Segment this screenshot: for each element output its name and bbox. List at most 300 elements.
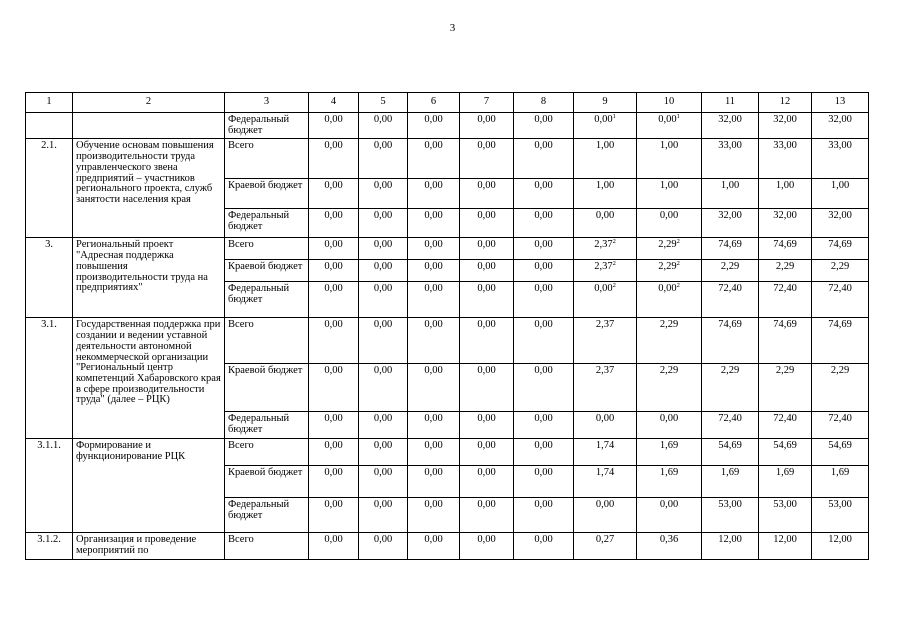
amount-cell — [309, 533, 359, 559]
amount-cell — [359, 412, 408, 439]
amount-cell — [514, 113, 574, 139]
table-row — [26, 139, 869, 179]
amount-cell — [359, 498, 408, 533]
amount-cell — [460, 412, 514, 439]
funding-source: Федеральный бюджет — [225, 113, 309, 139]
amount-value: 0,00 — [595, 499, 615, 511]
item-number — [26, 113, 73, 139]
amount-cell — [759, 282, 812, 318]
amount-value: 0,00 — [534, 261, 553, 273]
column-header-1: 1 — [26, 93, 73, 113]
amount-cell — [702, 113, 759, 139]
footnote-marker: 2 — [612, 282, 616, 290]
amount-value: 2,37 — [595, 365, 615, 377]
amount-cell — [812, 260, 869, 282]
amount-cell — [637, 498, 702, 533]
amount-value: 74,69 — [828, 239, 852, 251]
amount-value: 53,00 — [828, 499, 852, 511]
amount-value: 0,00 — [534, 210, 553, 222]
amount-value: 1,69 — [659, 440, 679, 452]
amount-value: 1,74 — [595, 440, 615, 452]
amount-value: 0,00 — [477, 440, 496, 452]
amount-cell — [408, 260, 460, 282]
funding-source: Краевой бюджет — [225, 260, 309, 282]
funding-source: Федеральный бюджет — [225, 412, 309, 439]
amount-cell — [812, 364, 869, 412]
item-number: 3. — [26, 238, 73, 318]
amount-cell — [574, 179, 637, 209]
table-row — [26, 439, 869, 466]
amount-cell — [460, 209, 514, 238]
amount-value: 0,00 — [324, 283, 343, 295]
amount-value: 2,37 — [594, 239, 613, 251]
amount-cell — [309, 282, 359, 318]
amount-value: 1,69 — [720, 467, 740, 479]
amount-value: 74,69 — [718, 239, 742, 251]
amount-cell — [460, 282, 514, 318]
funding-source: Всего — [225, 533, 309, 559]
amount-value: 32,00 — [828, 210, 852, 222]
amount-cell — [514, 179, 574, 209]
amount-cell — [359, 318, 408, 364]
amount-cell — [408, 466, 460, 498]
amount-value: 0,00 — [324, 499, 343, 511]
amount-cell — [574, 318, 637, 364]
amount-value: 0,00 — [424, 467, 443, 479]
amount-value: 0,00 — [595, 210, 615, 222]
amount-value: 0,00 — [373, 283, 393, 295]
amount-value: 0,00 — [594, 114, 613, 125]
amount-cell — [759, 113, 812, 139]
amount-cell — [514, 364, 574, 412]
amount-cell — [812, 139, 869, 179]
column-header-9: 9 — [574, 93, 637, 113]
amount-value: 0,00 — [659, 210, 679, 222]
amount-cell — [460, 439, 514, 466]
amount-cell — [702, 209, 759, 238]
amount-value: 33,00 — [773, 140, 797, 152]
amount-value: 72,40 — [828, 413, 852, 425]
footnote-marker: 2 — [612, 260, 616, 268]
table-header-row — [26, 93, 869, 113]
amount-cell — [460, 318, 514, 364]
amount-cell — [637, 238, 702, 260]
amount-cell — [637, 209, 702, 238]
amount-value: 2,29 — [658, 239, 677, 251]
amount-cell — [408, 113, 460, 139]
amount-cell — [359, 364, 408, 412]
column-header-13: 13 — [812, 93, 869, 113]
amount-cell — [309, 113, 359, 139]
amount-cell — [408, 179, 460, 209]
column-header-5: 5 — [359, 93, 408, 113]
amount-value: 0,00 — [534, 283, 553, 295]
column-header-7: 7 — [460, 93, 514, 113]
amount-cell — [514, 260, 574, 282]
amount-cell — [759, 209, 812, 238]
amount-cell — [408, 318, 460, 364]
amount-value: 0,00 — [534, 319, 553, 331]
amount-cell — [812, 238, 869, 260]
amount-value: 12,00 — [718, 534, 742, 546]
amount-value: 0,00 — [424, 180, 443, 192]
funding-source: Всего — [225, 238, 309, 260]
funding-source: Всего — [225, 139, 309, 179]
amount-cell — [309, 439, 359, 466]
item-name: Государственная поддержка при создании и ведении уставной деятельности автономной некоммерческой организации "Региональный центр компетенций Хабаровского края в сфере производительности труда" (далее – РЦК) — [73, 318, 225, 439]
amount-cell — [309, 238, 359, 260]
amount-cell — [460, 364, 514, 412]
amount-cell — [309, 466, 359, 498]
amount-cell — [812, 282, 869, 318]
amount-cell — [514, 466, 574, 498]
amount-value: 0,00 — [373, 467, 393, 479]
amount-cell — [702, 439, 759, 466]
amount-cell — [514, 439, 574, 466]
amount-value: 0,00 — [324, 319, 343, 331]
amount-value: 1,69 — [830, 467, 850, 479]
amount-cell — [637, 113, 702, 139]
item-name: Региональный проект "Адресная поддержка повышения производительности труда на предприятиях" — [73, 238, 225, 318]
amount-value: 0,00 — [373, 239, 393, 251]
amount-value: 0,00 — [373, 180, 393, 192]
amount-value: 1,00 — [659, 180, 679, 192]
amount-cell — [702, 412, 759, 439]
amount-cell — [359, 533, 408, 559]
amount-cell — [408, 209, 460, 238]
amount-cell — [637, 282, 702, 318]
amount-cell — [514, 238, 574, 260]
amount-cell — [702, 498, 759, 533]
amount-value: 0,00 — [324, 440, 343, 452]
amount-value: 0,00 — [658, 114, 677, 125]
amount-value: 0,00 — [373, 365, 393, 377]
amount-cell — [812, 209, 869, 238]
amount-cell — [309, 209, 359, 238]
footnote-marker: 2 — [676, 238, 680, 246]
amount-value: 0,00 — [534, 140, 553, 152]
amount-cell — [514, 318, 574, 364]
amount-cell — [408, 139, 460, 179]
item-name: Обучение основам повышения производительности труда управленческого звена предприятий – участников регионального проекта, служб занятости населения края — [73, 139, 225, 238]
amount-cell — [309, 498, 359, 533]
amount-cell — [637, 439, 702, 466]
funding-source: Федеральный бюджет — [225, 498, 309, 533]
amount-value: 54,69 — [828, 440, 852, 452]
amount-value: 0,00 — [424, 210, 443, 222]
amount-cell — [812, 498, 869, 533]
amount-value: 0,00 — [477, 413, 496, 425]
amount-cell — [359, 139, 408, 179]
amount-value: 1,00 — [830, 180, 850, 192]
amount-cell — [702, 139, 759, 179]
amount-cell — [759, 364, 812, 412]
funding-source: Федеральный бюджет — [225, 282, 309, 318]
amount-cell — [514, 498, 574, 533]
amount-value: 74,69 — [828, 319, 852, 331]
amount-value: 0,00 — [324, 239, 343, 251]
item-number: 3.1. — [26, 318, 73, 439]
amount-value: 2,29 — [658, 261, 677, 273]
amount-cell — [514, 209, 574, 238]
amount-value: 2,29 — [659, 365, 679, 377]
amount-value: 2,29 — [720, 365, 740, 377]
amount-cell — [460, 179, 514, 209]
amount-value: 0,00 — [424, 261, 443, 273]
amount-value: 0,00 — [658, 283, 677, 295]
amount-value: 0,00 — [477, 114, 496, 125]
amount-cell — [702, 238, 759, 260]
amount-cell — [408, 364, 460, 412]
amount-cell — [359, 113, 408, 139]
amount-cell — [460, 466, 514, 498]
amount-value: 0,00 — [534, 499, 553, 511]
amount-cell — [574, 533, 637, 559]
amount-cell — [359, 238, 408, 260]
funding-source: Краевой бюджет — [225, 364, 309, 412]
amount-value: 0,00 — [324, 261, 343, 273]
amount-value: 72,40 — [773, 283, 797, 295]
amount-value: 32,00 — [773, 210, 797, 222]
amount-value: 53,00 — [773, 499, 797, 511]
amount-cell — [759, 139, 812, 179]
amount-cell — [359, 179, 408, 209]
amount-cell — [812, 113, 869, 139]
amount-value: 2,29 — [775, 365, 795, 377]
amount-cell — [460, 533, 514, 559]
amount-value: 0,00 — [594, 283, 613, 295]
amount-value: 2,37 — [594, 261, 613, 273]
amount-cell — [408, 282, 460, 318]
amount-cell — [574, 439, 637, 466]
column-header-11: 11 — [702, 93, 759, 113]
amount-cell — [637, 139, 702, 179]
amount-cell — [759, 260, 812, 282]
amount-value: 0,00 — [424, 283, 443, 295]
amount-value: 1,00 — [595, 140, 615, 152]
funding-source: Всего — [225, 318, 309, 364]
amount-value: 1,00 — [720, 180, 740, 192]
amount-value: 1,69 — [775, 467, 795, 479]
amount-value: 12,00 — [773, 534, 797, 546]
amount-value: 0,00 — [477, 283, 496, 295]
amount-value: 0,00 — [373, 499, 393, 511]
amount-cell — [759, 466, 812, 498]
amount-cell — [408, 412, 460, 439]
amount-value: 0,00 — [477, 319, 496, 331]
amount-cell — [637, 318, 702, 364]
amount-value: 0,00 — [373, 114, 393, 125]
amount-value: 0,00 — [477, 534, 496, 546]
amount-cell — [574, 412, 637, 439]
footnote-marker: 2 — [676, 282, 680, 290]
amount-value: 0,00 — [424, 413, 443, 425]
amount-value: 2,29 — [830, 261, 850, 273]
amount-cell — [637, 533, 702, 559]
amount-cell — [514, 412, 574, 439]
amount-value: 0,00 — [324, 413, 343, 425]
amount-cell — [574, 113, 637, 139]
amount-cell — [637, 412, 702, 439]
amount-value: 0,00 — [373, 319, 393, 331]
table-row — [26, 533, 869, 559]
amount-cell — [637, 260, 702, 282]
amount-value: 0,00 — [373, 413, 393, 425]
amount-cell — [759, 412, 812, 439]
amount-value: 0,00 — [424, 239, 443, 251]
amount-value: 0,00 — [477, 499, 496, 511]
amount-cell — [309, 364, 359, 412]
amount-value: 1,74 — [595, 467, 615, 479]
amount-cell — [408, 238, 460, 260]
amount-cell — [759, 318, 812, 364]
amount-value: 0,00 — [373, 210, 393, 222]
amount-cell — [812, 439, 869, 466]
amount-value: 0,00 — [424, 114, 443, 125]
amount-value: 0,27 — [595, 534, 615, 546]
amount-value: 0,00 — [324, 210, 343, 222]
amount-cell — [460, 238, 514, 260]
page-number: 3 — [449, 22, 456, 34]
amount-value: 0,00 — [373, 261, 393, 273]
amount-cell — [514, 139, 574, 179]
column-header-2: 2 — [73, 93, 225, 113]
amount-value: 0,00 — [477, 140, 496, 152]
amount-cell — [408, 498, 460, 533]
amount-cell — [359, 439, 408, 466]
amount-value: 0,00 — [324, 114, 343, 125]
amount-value: 54,69 — [773, 440, 797, 452]
amount-cell — [574, 364, 637, 412]
amount-value: 0,00 — [659, 413, 679, 425]
amount-cell — [702, 533, 759, 559]
amount-cell — [359, 466, 408, 498]
amount-value: 32,00 — [718, 114, 742, 125]
amount-cell — [359, 282, 408, 318]
amount-value: 0,00 — [534, 180, 553, 192]
budget-table — [25, 92, 869, 560]
amount-value: 0,00 — [477, 239, 496, 251]
amount-value: 72,40 — [718, 413, 742, 425]
amount-value: 1,00 — [659, 140, 679, 152]
amount-cell — [460, 498, 514, 533]
amount-cell — [812, 412, 869, 439]
amount-value: 0,00 — [424, 534, 443, 546]
amount-value: 0,00 — [534, 114, 553, 125]
amount-cell — [574, 238, 637, 260]
item-name: Организация и проведение мероприятий по — [73, 533, 225, 559]
amount-cell — [702, 364, 759, 412]
amount-cell — [759, 179, 812, 209]
column-header-3: 3 — [225, 93, 309, 113]
amount-cell — [702, 282, 759, 318]
amount-cell — [574, 209, 637, 238]
amount-value: 33,00 — [718, 140, 742, 152]
amount-value: 54,69 — [718, 440, 742, 452]
column-header-12: 12 — [759, 93, 812, 113]
amount-value: 0,00 — [424, 319, 443, 331]
amount-cell — [702, 318, 759, 364]
footnote-marker: 2 — [612, 238, 616, 246]
amount-value: 0,00 — [534, 239, 553, 251]
table-row — [26, 113, 869, 139]
amount-cell — [514, 282, 574, 318]
amount-value: 0,00 — [324, 467, 343, 479]
amount-value: 2,29 — [720, 261, 740, 273]
amount-value: 0,00 — [477, 365, 496, 377]
amount-cell — [460, 139, 514, 179]
amount-cell — [574, 139, 637, 179]
amount-value: 74,69 — [773, 239, 797, 251]
amount-value: 0,00 — [324, 180, 343, 192]
amount-cell — [637, 364, 702, 412]
amount-value: 0,00 — [534, 467, 553, 479]
item-number: 3.1.2. — [26, 533, 73, 559]
amount-value: 72,40 — [828, 283, 852, 295]
column-header-6: 6 — [408, 93, 460, 113]
amount-cell — [702, 260, 759, 282]
footnote-marker: 1 — [676, 113, 680, 120]
amount-cell — [812, 318, 869, 364]
amount-cell — [759, 533, 812, 559]
amount-value: 0,00 — [477, 210, 496, 222]
amount-cell — [759, 498, 812, 533]
amount-value: 0,00 — [534, 413, 553, 425]
amount-value: 0,00 — [324, 534, 343, 546]
amount-value: 32,00 — [828, 114, 852, 125]
item-number: 2.1. — [26, 139, 73, 238]
table-row — [26, 318, 869, 364]
amount-value: 0,00 — [534, 534, 553, 546]
footnote-marker: 2 — [676, 260, 680, 268]
amount-cell — [812, 466, 869, 498]
item-name — [73, 113, 225, 139]
amount-cell — [759, 238, 812, 260]
amount-value: 0,00 — [373, 440, 393, 452]
amount-cell — [514, 533, 574, 559]
amount-value: 0,00 — [324, 140, 343, 152]
amount-cell — [359, 260, 408, 282]
amount-cell — [759, 439, 812, 466]
amount-value: 0,00 — [373, 140, 393, 152]
amount-value: 72,40 — [773, 413, 797, 425]
amount-value: 1,00 — [775, 180, 795, 192]
amount-cell — [460, 113, 514, 139]
amount-value: 0,36 — [659, 534, 679, 546]
table-row — [26, 238, 869, 260]
amount-cell — [408, 533, 460, 559]
amount-cell — [637, 179, 702, 209]
amount-value: 2,37 — [595, 319, 615, 331]
amount-value: 32,00 — [718, 210, 742, 222]
footnote-marker: 1 — [612, 113, 616, 120]
amount-value: 1,00 — [595, 180, 615, 192]
amount-cell — [309, 412, 359, 439]
amount-value: 2,29 — [830, 365, 850, 377]
amount-cell — [702, 179, 759, 209]
amount-value: 53,00 — [718, 499, 742, 511]
amount-value: 0,00 — [424, 499, 443, 511]
amount-value: 0,00 — [424, 140, 443, 152]
amount-value: 0,00 — [659, 499, 679, 511]
amount-cell — [812, 179, 869, 209]
amount-value: 74,69 — [718, 319, 742, 331]
amount-cell — [702, 466, 759, 498]
amount-value: 32,00 — [773, 114, 797, 125]
amount-cell — [309, 179, 359, 209]
amount-cell — [574, 260, 637, 282]
amount-value: 0,00 — [424, 440, 443, 452]
